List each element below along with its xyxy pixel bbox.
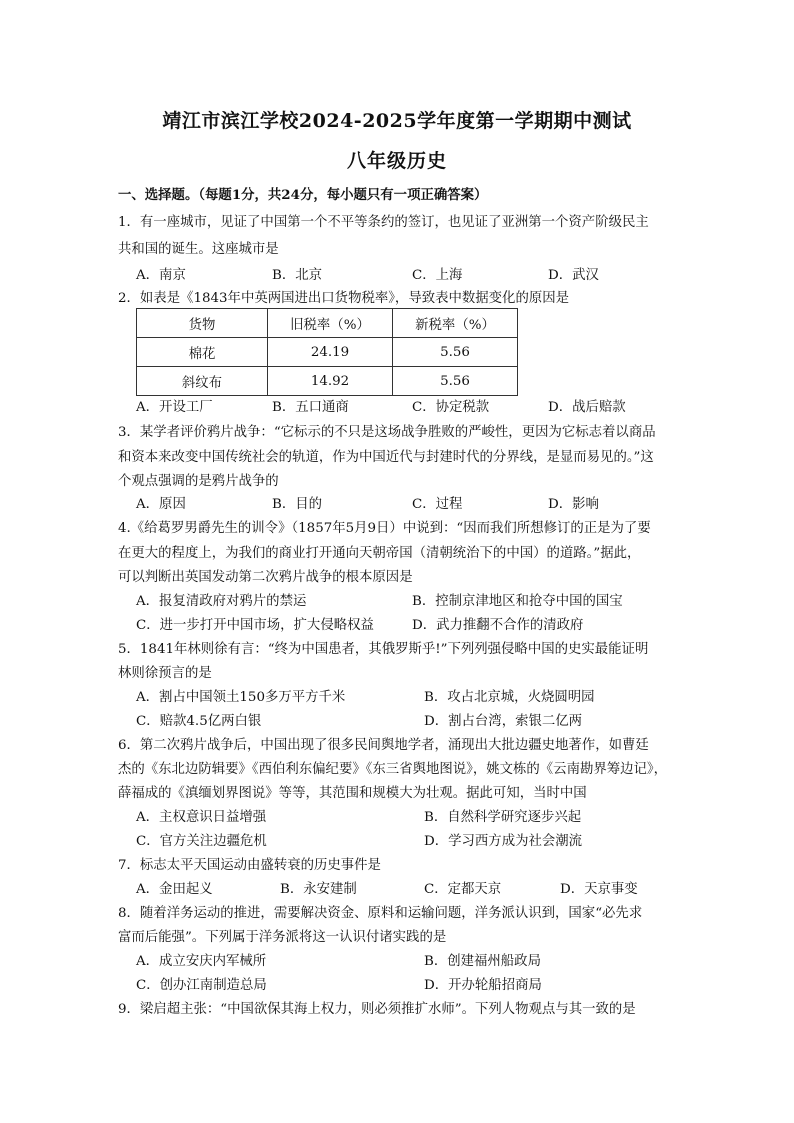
table-cell: 14.92 <box>268 367 393 396</box>
question-1-option-a[interactable]: A．南京 <box>136 268 186 283</box>
question-7-option-b[interactable]: B．永安建制 <box>280 882 357 897</box>
question-8-stem-line-2: 富而后能强”。下列属于洋务派将这一认识付诸实践的是 <box>118 930 447 945</box>
question-1-option-d[interactable]: D．武汉 <box>548 268 599 283</box>
question-7-option-d[interactable]: D．天京事变 <box>560 882 638 897</box>
question-6-stem-line-3: 薛福成的《滇缅划界图说》等等，其范围和规模大为壮观。据此可知，当时中国 <box>118 786 587 801</box>
question-1-stem-line-2: 共和国的诞生。这座城市是 <box>118 242 279 257</box>
question-4-option-c[interactable]: C．进一步打开中国市场，扩大侵略权益 <box>136 618 374 633</box>
question-3-option-c[interactable]: C．过程 <box>412 497 463 512</box>
question-3-option-a[interactable]: A．原因 <box>136 497 186 512</box>
question-7-stem-line-1: 7．标志太平天国运动由盛转衰的历史事件是 <box>118 858 381 873</box>
question-9-stem-line-1: 9．梁启超主张：“中国欲保其海上权力，则必须推扩水师”。下列人物观点与其一致的是 <box>118 1002 636 1017</box>
table-header-row <box>137 309 518 338</box>
question-1-option-c[interactable]: C．上海 <box>412 268 463 283</box>
tax-rate-table <box>136 308 518 396</box>
question-1-stem-line-1: 1．有一座城市，见证了中国第一个不平等条约的签订，也见证了亚洲第一个资产阶级民主 <box>118 215 649 230</box>
question-4-option-d[interactable]: D．武力推翻不合作的清政府 <box>412 618 584 633</box>
table-row <box>137 338 518 367</box>
question-3-option-b[interactable]: B．目的 <box>272 497 323 512</box>
table-cell: 5.56 <box>393 338 518 367</box>
question-3-stem-line-3: 个观点强调的是鸦片战争的 <box>118 474 279 489</box>
section-heading: 一、选择题。（每题1分，共24分，每小题只有一项正确答案） <box>118 187 488 203</box>
question-5-option-d[interactable]: D．割占台湾，索银二亿两 <box>424 714 583 729</box>
question-2-option-c[interactable]: C．协定税款 <box>412 400 490 415</box>
table-cell: 5.56 <box>393 367 518 396</box>
question-2-option-d[interactable]: D．战后赔款 <box>548 400 626 415</box>
question-7-option-a[interactable]: A．金田起义 <box>136 882 213 897</box>
question-3-stem-line-1: 3．某学者评价鸦片战争：“它标示的不只是这场战争胜败的严峻性，更因为它标志着以商品 <box>118 425 656 440</box>
question-8-option-c[interactable]: C．创办江南制造总局 <box>136 978 267 993</box>
question-8-option-b[interactable]: B．创建福州船政局 <box>424 954 541 969</box>
question-5-option-b[interactable]: B．攻占北京城，火烧圆明园 <box>424 690 595 705</box>
table-cell: 棉花 <box>137 338 268 367</box>
question-5-option-a[interactable]: A．割占中国领土150多万平方千米 <box>136 690 346 705</box>
question-4-stem-line-3: 可以判断出英国发动第二次鸦片战争的根本原因是 <box>118 570 413 585</box>
question-4-option-b[interactable]: B．控制京津地区和抢夺中国的国宝 <box>412 594 623 609</box>
table-header-cell: 货物 <box>137 309 268 338</box>
question-1-option-b[interactable]: B．北京 <box>272 268 323 283</box>
question-8-stem-line-1: 8．随着洋务运动的推进，需要解决资金、原料和运输问题，洋务派认识到，国家“必先求 <box>118 906 643 921</box>
question-6-option-d[interactable]: D．学习西方成为社会潮流 <box>424 834 583 849</box>
question-6-option-c[interactable]: C．官方关注边疆危机 <box>136 834 267 849</box>
question-7-option-c[interactable]: C．定都天京 <box>424 882 502 897</box>
table-header-cell: 旧税率（%） <box>268 309 393 338</box>
question-6-stem-line-1: 6．第二次鸦片战争后，中国出现了很多民间舆地学者，涌现出大批边疆史地著作，如曹廷 <box>118 738 649 753</box>
table-cell: 24.19 <box>268 338 393 367</box>
table-cell: 斜纹布 <box>137 367 268 396</box>
table-row <box>137 367 518 396</box>
question-2-stem-line-1: 2．如表是《1843年中英两国进出口货物税率》，导致表中数据变化的原因是 <box>118 291 570 306</box>
question-6-option-a[interactable]: A．主权意识日益增强 <box>136 810 267 825</box>
question-3-stem-line-2: 和资本来改变中国传统社会的轨道，作为中国近代与封建时代的分界线，是显而易见的。”这 <box>118 450 654 465</box>
question-2-option-a[interactable]: A．开设工厂 <box>136 400 213 415</box>
question-6-option-b[interactable]: B．自然科学研究逐步兴起 <box>424 810 582 825</box>
question-5-option-c[interactable]: C．赔款4.5亿两白银 <box>136 714 262 729</box>
question-5-stem-line-1: 5．1841年林则徐有言：“终为中国患者，其俄罗斯乎!”下列列强侵略中国的史实最能证明 <box>118 642 649 657</box>
exam-subject: 八年级历史 <box>346 150 447 172</box>
question-5-stem-line-2: 林则徐预言的是 <box>118 666 212 681</box>
question-2-option-b[interactable]: B．五口通商 <box>272 400 349 415</box>
question-6-stem-line-2: 杰的《东北边防辑要》《西伯利东偏纪要》《东三省舆地图说》，姚文栋的《云南勘界筹边记》， <box>118 762 667 777</box>
question-4-stem-line-1: 4.《给葛罗男爵先生的训令》（1857年5月9日）中说到：“因而我们所想修订的正是为了要 <box>118 521 651 536</box>
table-header-cell: 新税率（%） <box>393 309 518 338</box>
question-4-option-a[interactable]: A．报复清政府对鸦片的禁运 <box>136 594 307 609</box>
question-8-option-d[interactable]: D．开办轮船招商局 <box>424 978 542 993</box>
question-8-option-a[interactable]: A．成立安庆内军械所 <box>136 954 267 969</box>
question-4-stem-line-2: 在更大的程度上，为我们的商业打开通向天朝帝国（清朝统治下的中国）的道路。”据此， <box>118 546 641 561</box>
exam-title: 靖江市滨江学校2024-2025学年度第一学期期中测试 <box>162 110 632 132</box>
question-3-option-d[interactable]: D．影响 <box>548 497 599 512</box>
